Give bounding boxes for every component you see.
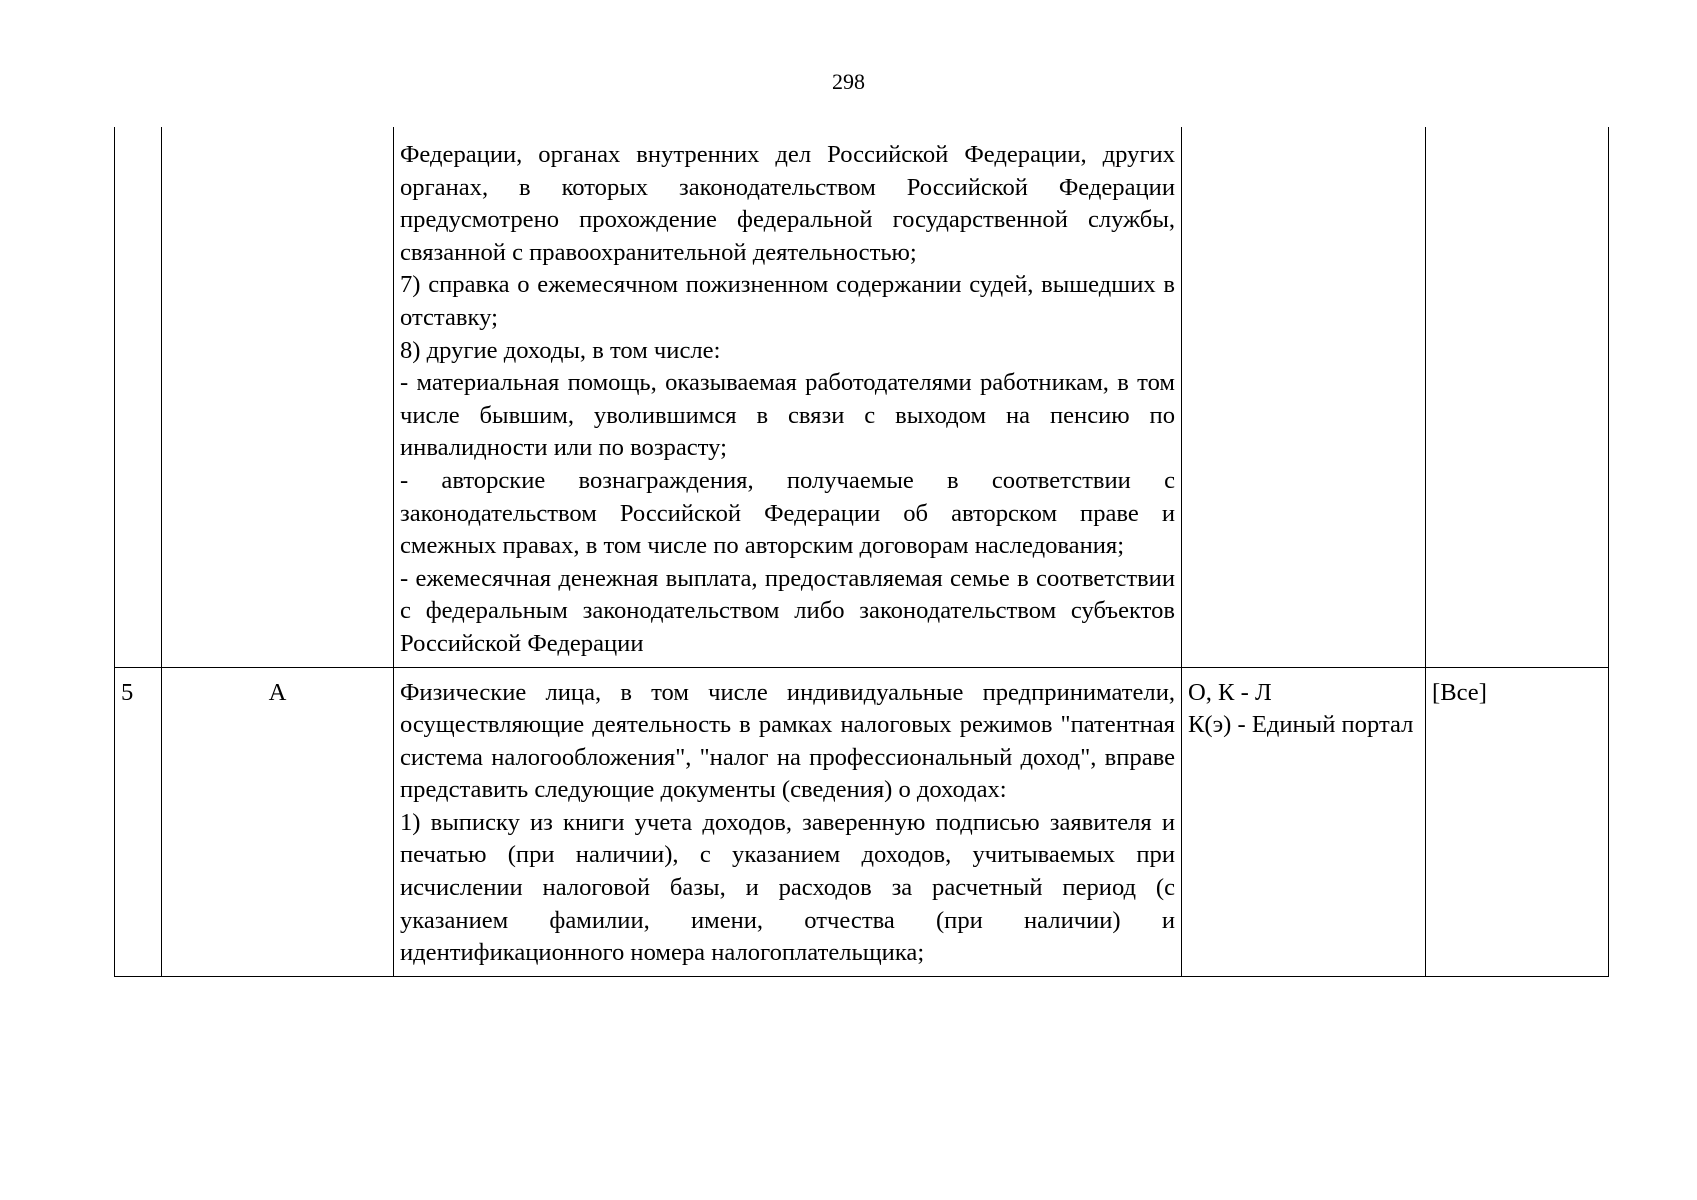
row-source-cell xyxy=(1182,667,1426,976)
row-description-cell xyxy=(394,127,1182,667)
description-paragraph: - ежемесячная денежная выплата, предоставляемая семье в соответствии с федеральным законодательством либо законодательством субъектов Российской Федерации xyxy=(400,564,1175,657)
table-row-5 xyxy=(115,667,1609,976)
source-line: К(э) - Единый портал xyxy=(1188,711,1414,739)
row-description-cell xyxy=(394,667,1182,976)
document-table xyxy=(114,127,1609,977)
row-scope-cell: [Все] xyxy=(1426,667,1609,976)
description-paragraph: 1) выписку из книги учета доходов, заверенную подписью заявителя и печатью (при наличии), с указанием доходов, учитываемых при исчислении налоговой базы, и расходов за расчетный период (с указанием фамилии, имени, отчества (при наличии) и идентификационного номера налогоплательщика; xyxy=(400,808,1175,967)
row-number-cell xyxy=(115,127,162,667)
row-number-cell: 5 xyxy=(115,667,162,976)
description-paragraph: 7) справка о ежемесячном пожизненном содержании судей, вышедших в отставку; xyxy=(400,271,1175,331)
table-row-continuation xyxy=(115,127,1609,667)
description-paragraph: Федерации, органах внутренних дел Российской Федерации, других органах, в которых законодательством Российской Федерации предусмотрено прохождение федеральной государственной службы, связанной с правоохранительной деятельностью; xyxy=(400,141,1175,266)
row-scope-cell xyxy=(1426,127,1609,667)
row-code-cell: А xyxy=(162,667,394,976)
row-code-cell xyxy=(162,127,394,667)
description-paragraph: - авторские вознаграждения, получаемые в соответствии с законодательством Российской Федерации об авторском праве и смежных правах, в том числе по авторским договорам наследования; xyxy=(400,466,1175,560)
description-paragraph: 8) другие доходы, в том числе: xyxy=(400,336,721,364)
description-paragraph: - материальная помощь, оказываемая работодателями работникам, в том числе бывшим, уволившимся в связи с выходом на пенсию по инвалидности или по возрасту; xyxy=(400,369,1175,462)
source-line: О, К - Л xyxy=(1188,678,1272,706)
page-number: 298 xyxy=(832,69,865,94)
description-paragraph: Физические лица, в том числе индивидуальные предприниматели, осуществляющие деятельность в рамках налоговых режимов "патентная система налогообложения", "налог на профессиональный доход", вправе представить следующие документы (сведения) о доходах: xyxy=(400,678,1175,804)
row-source-cell xyxy=(1182,127,1426,667)
